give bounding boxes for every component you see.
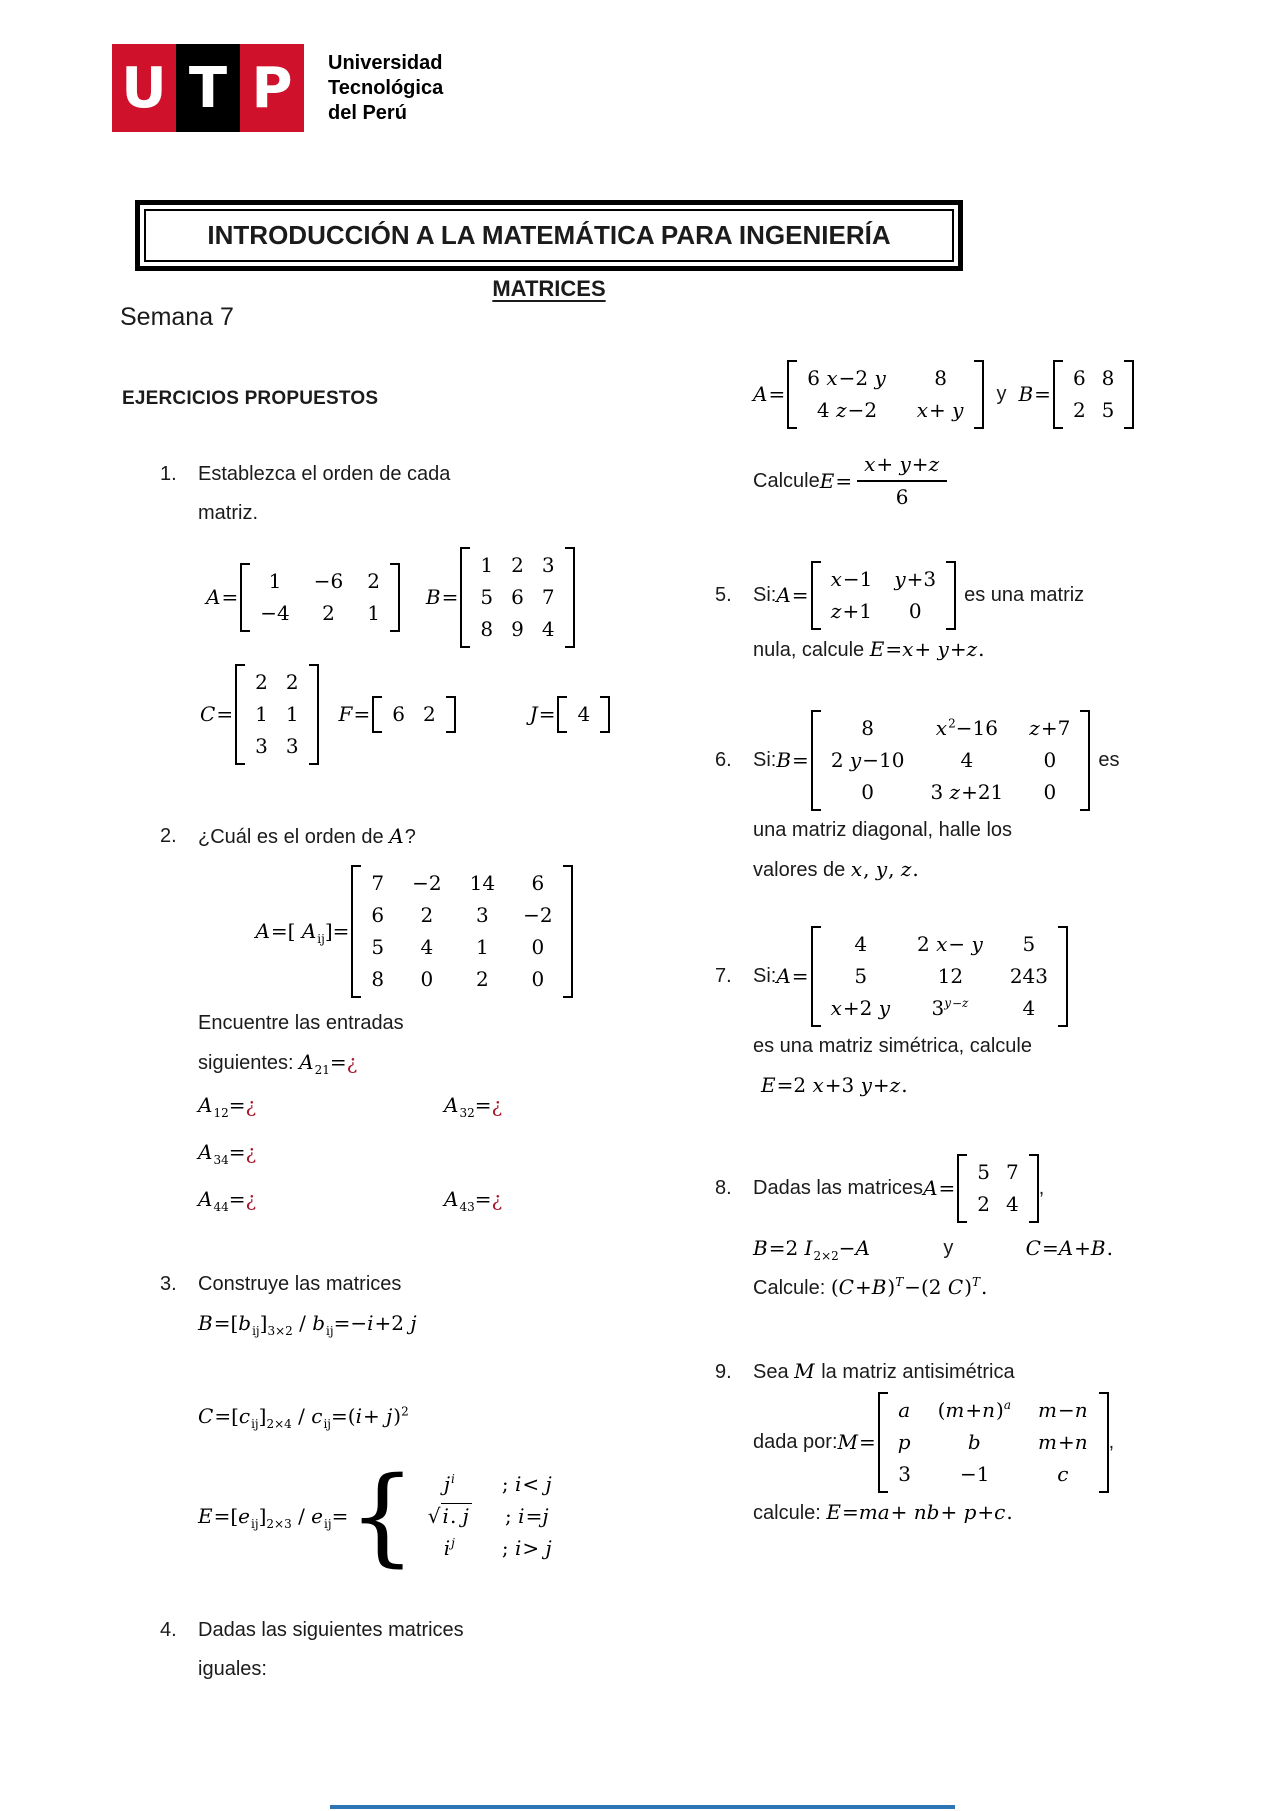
right-bracket <box>600 696 610 733</box>
matrix-cell: −4 <box>260 601 290 625</box>
matrix-cell: $3^{y-z}$ <box>931 996 969 1020</box>
exercise-2-question <box>198 817 630 857</box>
exercise-4 <box>160 1611 630 1689</box>
text: nula, calcule <box>753 639 870 661</box>
week-label: Semana 7 <box>120 303 234 331</box>
item-number: 3. <box>160 1273 177 1295</box>
matrix-grid <box>821 710 1081 811</box>
formula-c8: C=A+B. <box>1025 1236 1113 1260</box>
logo-wordmark <box>328 51 443 126</box>
matrix-cell: 1 <box>268 569 282 593</box>
left-bracket <box>957 1154 967 1223</box>
left-bracket <box>351 865 361 998</box>
matrix-cell: 0 <box>1043 748 1057 772</box>
matrix-cell: b <box>967 1430 981 1454</box>
item-number: 8. <box>715 1177 732 1199</box>
left-bracket <box>811 926 821 1027</box>
exercise-7-line2: es una matriz simétrica, calcule <box>753 1035 1032 1057</box>
section-heading: EJERCICIOS PROPUESTOS <box>122 388 379 409</box>
matrix-cell: 0 <box>531 967 545 991</box>
matrix-cell: 2 <box>420 903 434 927</box>
comma: , <box>1038 1177 1045 1199</box>
item-number: 7. <box>715 965 732 987</box>
matrix-grid <box>382 696 445 733</box>
matrix-cell: $i^j$ <box>443 1536 455 1560</box>
matrix-cell: x+ y <box>916 398 964 422</box>
matrix-a5 <box>811 561 957 630</box>
matrix-cell: m+n <box>1037 1430 1088 1454</box>
matrix-cell: ; i=j <box>505 1504 549 1528</box>
left-bracket <box>372 696 382 733</box>
vars-xyz: x, y, z. <box>850 857 919 881</box>
si-text: Si: <box>753 584 777 606</box>
text: valores de <box>753 859 851 881</box>
matrix-cell: 8 <box>1101 366 1115 390</box>
matrix-cell: 2 <box>977 1192 991 1216</box>
matrix-cell: 0 <box>908 599 922 623</box>
course-title: INTRODUCCIÓN A LA MATEMÁTICA PARA INGENIERÍA <box>144 209 954 262</box>
find-entries-text: Encuentre las entradas <box>198 1012 404 1034</box>
matrix-cell: z+1 <box>830 599 872 623</box>
course-title-box <box>135 200 963 271</box>
logo-letter: T <box>188 55 228 121</box>
left-bracket <box>557 696 567 733</box>
matrix-a7 <box>811 926 1068 1027</box>
matrix-cell: 1 <box>480 553 494 577</box>
formula-e9: E=ma+ nb+ p+c. <box>826 1500 1013 1524</box>
exercise-2-body <box>198 817 630 1217</box>
matrix-cell: $j^i$ <box>443 1472 455 1496</box>
matrix-cell: a <box>898 1398 911 1422</box>
right-bracket <box>1099 1392 1109 1493</box>
matrix-cell: 7 <box>371 871 385 895</box>
right-bracket <box>446 696 456 733</box>
matrix-cell: z+7 <box>1029 716 1071 740</box>
exercise-5-line1 <box>715 561 1205 630</box>
exercise-5 <box>715 561 1205 670</box>
item-number: 1. <box>160 463 177 485</box>
matrix-cell: 3 <box>285 734 299 758</box>
formula-b8: B=2 $I_{2\times 2}-A$ <box>753 1236 870 1263</box>
matrix-f <box>372 696 455 733</box>
matrix-cell: 0 <box>861 780 874 804</box>
matrix-m9 <box>878 1392 1109 1493</box>
matrix-cell: 8 <box>861 716 874 740</box>
exercise-4-matrices <box>715 360 1205 511</box>
question-text: ? <box>404 826 416 848</box>
matrix-cell: −2 <box>523 903 553 927</box>
matrix-cell: 7 <box>1006 1160 1019 1184</box>
matrix-cell: 2 <box>255 670 268 694</box>
matrix-label: F= <box>338 702 371 726</box>
matrix-row-ab <box>198 547 610 648</box>
matrix-cell: m−n <box>1037 1398 1088 1422</box>
matrix-label: B= <box>425 585 459 609</box>
exercise-2 <box>160 817 630 1217</box>
exercise-6-line1 <box>715 710 1205 811</box>
exercise-1-text: Establezca el orden de cada <box>198 463 451 485</box>
matrix-cell: 6 x−2 y <box>807 366 886 390</box>
matrix-cell: 3 <box>475 903 489 927</box>
text: calcule: <box>753 1502 827 1524</box>
matrix-cell: 4 <box>1022 996 1036 1020</box>
conjunction-y: y <box>996 383 1007 405</box>
logo-letter: U <box>121 55 167 121</box>
item-number: 5. <box>715 584 732 606</box>
matrix-cell: 4 z−2 <box>816 398 878 422</box>
left-bracket <box>240 563 250 632</box>
exercise-9-line2 <box>715 1392 1205 1493</box>
matrix-c <box>235 664 318 765</box>
matrix-cell: $x^2-16$ <box>935 716 998 740</box>
matrix-b <box>460 547 574 648</box>
matrix-a8-expression <box>923 1154 1039 1223</box>
matrix-cell: −1 <box>960 1462 990 1486</box>
matrix-cell: 2 <box>1072 398 1086 422</box>
matrix-label: A= <box>206 585 239 609</box>
logo-block-u <box>112 44 176 132</box>
text: dada por: <box>753 1431 838 1453</box>
matrix-cell: x+2 y <box>830 996 890 1020</box>
exercise-3 <box>160 1265 630 1578</box>
exercise-3-title: Construye las matrices <box>198 1273 402 1295</box>
logo-block-t <box>176 44 240 132</box>
matrix-a-expression <box>753 360 984 429</box>
calc-e: E= <box>819 468 853 493</box>
matrix-cell: 4 <box>854 932 868 956</box>
matrix-cell: 2 <box>285 670 299 694</box>
exercise-4-text: iguales: <box>198 1658 267 1680</box>
matrix-j <box>557 696 610 733</box>
matrix-cell: 5 <box>1101 398 1115 422</box>
fraction-numerator: x+ y+z <box>857 451 947 482</box>
exercise-1 <box>160 455 630 765</box>
matrix-grid <box>418 1466 563 1567</box>
matrix-a-block <box>198 865 630 998</box>
matrix-cell: p <box>897 1430 911 1454</box>
matrix-b-expression <box>426 547 575 648</box>
right-bracket <box>1080 710 1090 811</box>
left-bracket <box>787 360 797 429</box>
logo-block-p <box>240 44 304 132</box>
matrix-cell: 6 <box>392 702 405 726</box>
exercise-4-body <box>198 1611 464 1689</box>
matrix-cell: 9 <box>511 617 524 641</box>
matrix-cell: 0 <box>1043 780 1057 804</box>
matrix-cell: 6 <box>531 871 545 895</box>
definition-b: $B=[b_{ij}]_{3\times 2} / b_{ij}=-i+2$ j <box>198 1311 417 1338</box>
formula-e7: E=2 x+3 y+z. <box>761 1073 908 1097</box>
matrix-f-expression <box>339 695 456 734</box>
matrix-label: A= <box>923 1176 956 1200</box>
matrix-cell: 2 x− y <box>917 932 983 956</box>
exercise-7-line1 <box>715 926 1205 1027</box>
exercise-3-body <box>198 1265 563 1578</box>
left-column <box>160 455 630 1689</box>
equal-matrices-row <box>715 360 1205 429</box>
exercise-1-body <box>198 455 610 765</box>
definition-e-label: $E=[e_{ij}]_{2\times 3} / e_{ij}=$ <box>198 1504 349 1531</box>
exercise-6-line2: una matriz diagonal, halle los <box>753 819 1013 841</box>
utp-logo <box>112 44 443 132</box>
logo-letter: P <box>251 55 293 121</box>
matrix-label: A= <box>753 382 786 406</box>
right-bracket <box>946 561 956 630</box>
matrix-grid <box>821 926 1058 1027</box>
matrix-grid <box>821 561 947 630</box>
matrix-cell: 1 <box>475 935 489 959</box>
matrix-cell: $(m+n)^a$ <box>937 1398 1011 1422</box>
text: Calcule: <box>753 1277 831 1299</box>
matrix-a7-expression <box>776 926 1068 1027</box>
matrix-cell: 2 <box>422 702 436 726</box>
matrix-cell: 1 <box>255 702 268 726</box>
exercise-9 <box>715 1352 1205 1533</box>
footer-accent-line <box>330 1805 955 1809</box>
matrix-cell: ; i< j <box>501 1472 552 1496</box>
exercise-9-line3 <box>715 1493 1205 1533</box>
matrix-cell: 8 <box>934 366 947 390</box>
matrix-cell: 3 z+21 <box>930 780 1004 804</box>
page-subtitle: MATRICES <box>492 276 606 301</box>
matrix-grid <box>967 1154 1028 1223</box>
matrix-cell: 0 <box>420 967 434 991</box>
comma: , <box>1108 1431 1115 1453</box>
matrix-j-expression <box>530 695 611 734</box>
matrix-a-expression <box>206 563 400 632</box>
matrix-label: B= <box>776 748 809 772</box>
entry-a44: $A_{44}=¿$ <box>198 1187 257 1214</box>
left-bracket <box>1053 360 1063 429</box>
right-column <box>715 360 1205 1533</box>
matrix-a <box>240 563 400 632</box>
entry-a43: $A_{43}=¿$ <box>444 1187 503 1214</box>
definition-e <box>198 1454 563 1578</box>
fraction-xyz-6 <box>857 451 947 511</box>
exercise-8 <box>715 1154 1205 1308</box>
cases-block <box>348 1454 562 1578</box>
matrix-a8 <box>957 1154 1038 1223</box>
conjunction-y: y <box>943 1237 954 1259</box>
left-bracket <box>811 710 821 811</box>
matrix-cell: x−1 <box>830 567 873 591</box>
matrix-cell: 6 <box>511 585 524 609</box>
exercise-6 <box>715 710 1205 890</box>
matrix-cell: 4 <box>541 617 555 641</box>
formula-e5: E=x+ y+z. <box>869 637 985 661</box>
right-bracket <box>309 664 319 765</box>
matrix-label: J= <box>529 702 556 726</box>
matrix-b6-expression <box>776 710 1090 811</box>
formula-transpose: $(C+B)^T-(2$ C)$^T$. <box>830 1275 988 1299</box>
item-number: 6. <box>715 749 732 771</box>
fraction-denominator: 6 <box>895 485 909 509</box>
matrix-cell: 3 <box>898 1462 912 1486</box>
entry-a21: $A_{21}=¿$ <box>299 1050 358 1077</box>
right-bracket <box>565 547 575 648</box>
matrix-cell: 6 <box>1072 366 1086 390</box>
logo-line: Tecnológica <box>328 76 444 99</box>
matrix-cell: 5 <box>977 1160 991 1184</box>
matrix-a-eq <box>787 360 984 429</box>
entry-a32: $A_{32}=¿$ <box>444 1093 503 1120</box>
matrix-cell: 2 <box>367 569 380 593</box>
matrix-cell: 3 <box>541 553 555 577</box>
entry-a12: $A_{12}=¿$ <box>198 1093 257 1120</box>
matrix-cell: 6 <box>371 903 385 927</box>
exercise-9-line1 <box>715 1352 1205 1392</box>
entry-empty <box>444 1134 630 1170</box>
text: la matriz antisimétrica <box>815 1361 1015 1383</box>
matrix-b-expression <box>1018 360 1134 429</box>
right-bracket <box>1029 1154 1039 1223</box>
matrix-cell: 5 <box>854 964 868 988</box>
right-bracket <box>974 360 984 429</box>
item-number: 9. <box>715 1361 732 1383</box>
matrix-label: C= <box>200 702 234 726</box>
matrix-b-eq <box>1053 360 1134 429</box>
text: Sea <box>753 1361 795 1383</box>
right-bracket <box>1124 360 1134 429</box>
exercise-5-line2 <box>715 630 1205 670</box>
left-bracket <box>460 547 470 648</box>
matrix-cell: −6 <box>313 569 344 593</box>
exercise-1-text: matriz. <box>198 502 258 524</box>
entries-grid <box>198 1087 630 1217</box>
exercise-8-line3 <box>715 1268 1205 1308</box>
exercise-8-line1 <box>715 1154 1205 1223</box>
matrix-cell: 2 <box>322 601 335 625</box>
post-text: es una matriz <box>964 584 1085 606</box>
matrix-cell: 1 <box>367 601 380 625</box>
matrix-c-expression <box>200 664 319 765</box>
matrix-cell: 4 <box>420 935 434 959</box>
logo-line: del Perú <box>328 101 407 124</box>
exercise-8-line2 <box>753 1229 1113 1268</box>
matrix-cell: c <box>1057 1462 1069 1486</box>
right-bracket <box>563 865 573 998</box>
left-bracket <box>235 664 245 765</box>
item-number: 4. <box>160 1619 177 1641</box>
matrix-label: A= <box>776 583 809 607</box>
matrix-cell: 5 <box>480 585 494 609</box>
matrix-label: A=[ $A_{ij}]=$ <box>255 919 350 946</box>
left-curly-brace: { <box>348 1454 416 1578</box>
matrix-cell: 8 <box>480 617 494 641</box>
si-text: Si: <box>753 749 777 771</box>
exercise-6-line3 <box>715 850 1205 890</box>
matrix-cell: ; i> j <box>501 1536 552 1560</box>
item-number: 2. <box>160 825 177 847</box>
matrix-cell: −2 <box>412 871 442 895</box>
matrix-cell: 14 <box>469 871 496 895</box>
matrix-grid <box>888 1392 1099 1493</box>
matrix-cell: 12 <box>937 964 964 988</box>
logo-line: Universidad <box>328 51 443 74</box>
si-text: Si: <box>753 965 777 987</box>
matrix-cell: 1 <box>285 702 299 726</box>
matrix-cell: 5 <box>1022 932 1036 956</box>
question-text: ¿Cuál es el orden de <box>198 826 390 848</box>
matrix-cell: 4 <box>960 748 974 772</box>
matrix-cell: 0 <box>531 935 545 959</box>
find-entries-line2 <box>198 1043 630 1083</box>
matrix-a5-expression <box>776 561 956 630</box>
matrix-m9-expression <box>838 1392 1109 1493</box>
matrix-row-cfj <box>198 664 610 765</box>
left-bracket <box>878 1392 888 1493</box>
find-text: siguientes: <box>198 1052 300 1074</box>
matrix-cell: 4 <box>577 702 591 726</box>
matrix-grid <box>250 563 390 632</box>
matrix-b6 <box>811 710 1091 811</box>
right-bracket <box>390 563 400 632</box>
matrix-grid <box>245 664 308 765</box>
matrix-cell: 243 <box>1009 964 1048 988</box>
matrix-cell: 7 <box>541 585 555 609</box>
matrix-cell: 3 <box>255 734 268 758</box>
matrix-aij-expression <box>255 865 572 998</box>
matrix-cell: √ i. j <box>428 1503 472 1530</box>
text: Dadas las matrices <box>753 1177 924 1199</box>
matrix-grid <box>797 360 974 429</box>
matrix-cell: 8 <box>371 967 385 991</box>
matrix-cell: 5 <box>371 935 385 959</box>
matrix-grid <box>567 696 600 733</box>
matrix-label: M= <box>837 1430 876 1454</box>
matrix-cell: 2 <box>511 553 524 577</box>
matrix-grid <box>361 865 562 998</box>
exercise-4-text: Dadas las siguientes matrices <box>198 1619 464 1641</box>
matrix-label: A= <box>776 964 809 988</box>
matrix-cell: 2 <box>475 967 489 991</box>
matrix-grid <box>470 547 564 648</box>
matrix-cell: y+3 <box>894 567 937 591</box>
matrix-label: B= <box>1018 382 1051 406</box>
matrix-cell: 4 <box>1006 1192 1019 1216</box>
calc-fraction-line <box>715 451 1205 511</box>
entry-a34: $A_{34}=¿$ <box>198 1140 257 1167</box>
matrix-cell: 2 y−10 <box>830 748 905 772</box>
utp-logo-blocks <box>112 44 304 132</box>
math-a: A <box>389 824 404 848</box>
post-text: es <box>1098 749 1120 771</box>
exercise-7-line3 <box>715 1066 1205 1106</box>
left-bracket <box>811 561 821 630</box>
right-bracket <box>1058 926 1068 1027</box>
matrix-aij <box>351 865 572 998</box>
definition-c: $C=[c_{ij}]_{2\times 4} / c_{ij}=(i+ j)^2$ <box>198 1404 409 1431</box>
matrix-grid <box>1063 360 1124 429</box>
calc-text: Calcule <box>753 469 820 492</box>
math-m: M <box>794 1359 815 1383</box>
exercise-7 <box>715 926 1205 1106</box>
